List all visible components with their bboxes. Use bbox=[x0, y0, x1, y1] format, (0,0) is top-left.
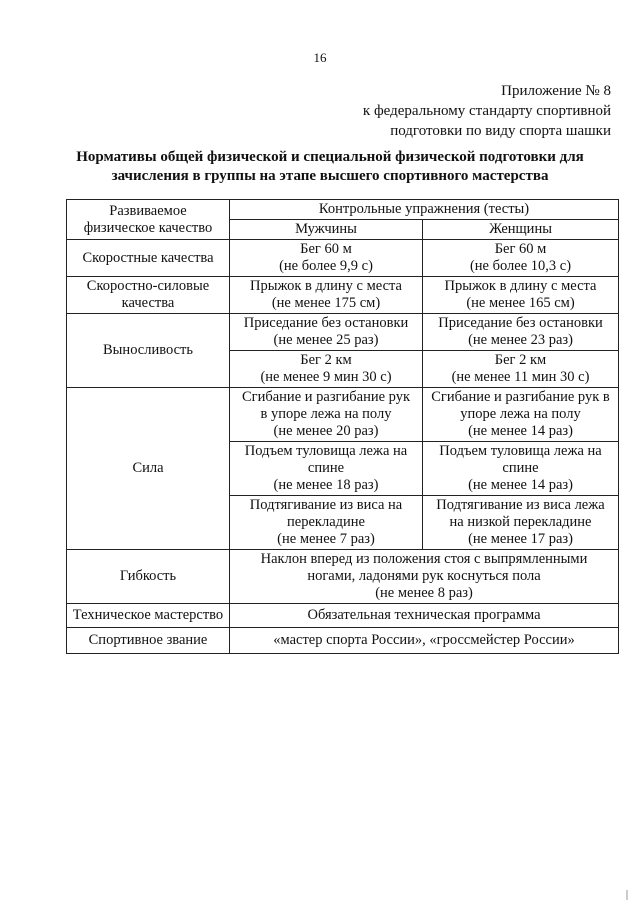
cell-text: (не менее 165 см) bbox=[466, 295, 575, 311]
cell-text: Приседание без остановки bbox=[243, 315, 409, 331]
cell-text: упоре лежа на полу bbox=[460, 406, 581, 422]
cell-text: спине bbox=[307, 460, 345, 476]
cell-women bbox=[423, 442, 619, 496]
table-row bbox=[67, 240, 619, 277]
appendix-line: к федеральному стандарту спортивной bbox=[362, 103, 611, 119]
cell-text: (не менее 14 раз) bbox=[468, 423, 573, 439]
cell-both: «мастер спорта России», «гроссмейстер России» bbox=[230, 628, 619, 654]
cell-text: ногами, ладонями рук коснуться пола bbox=[307, 568, 541, 584]
table-row bbox=[67, 628, 619, 654]
cell-both: Обязательная техническая программа bbox=[230, 604, 619, 628]
cell-men bbox=[230, 442, 423, 496]
title-line: зачисления в группы на этапе высшего спортивного мастерства bbox=[111, 168, 549, 184]
label-text: Скоростно-силовые bbox=[86, 278, 210, 294]
cell-text: на низкой перекладине bbox=[449, 514, 592, 530]
row-label: Выносливость bbox=[67, 314, 230, 388]
cell-text: Подтягивание из виса лежа bbox=[436, 497, 605, 513]
header-text: Развиваемое bbox=[109, 202, 187, 219]
table-row bbox=[67, 388, 619, 442]
cell-text: в упоре лежа на полу bbox=[260, 406, 392, 422]
cell-women bbox=[423, 277, 619, 314]
table-header-row bbox=[67, 200, 619, 220]
table-row bbox=[67, 604, 619, 628]
cell-text: (не менее 11 мин 30 с) bbox=[451, 369, 590, 385]
cell-text: (не более 9,9 с) bbox=[279, 258, 373, 274]
row-label: Спортивное звание bbox=[67, 628, 230, 654]
header-quality bbox=[67, 200, 230, 240]
cell-text: Бег 2 км bbox=[300, 352, 352, 368]
cell-text: Бег 60 м bbox=[300, 241, 352, 257]
appendix-line: Приложение № 8 bbox=[501, 83, 611, 99]
row-label: Гибкость bbox=[67, 550, 230, 604]
appendix-line: подготовки по виду спорта шашки bbox=[390, 123, 611, 139]
row-label: Техническое мастерство bbox=[67, 604, 230, 628]
cell-text: Подъем туловища лежа на bbox=[439, 443, 602, 459]
table-row bbox=[67, 277, 619, 314]
cell-text: Сгибание и разгибание рук bbox=[241, 389, 411, 405]
cell-text: Бег 60 м bbox=[494, 241, 547, 257]
cell-text: (не менее 14 раз) bbox=[468, 477, 573, 493]
cell-text: Наклон вперед из положения стоя с выпрямленными bbox=[260, 551, 588, 567]
cell-men bbox=[230, 240, 423, 277]
cell-text: Подтягивание из виса на bbox=[249, 497, 403, 513]
cell-text: перекладине bbox=[287, 514, 365, 530]
cell-text: (не менее 17 раз) bbox=[468, 531, 573, 547]
scan-artifact bbox=[626, 890, 628, 900]
cell-text: Подъем туловища лежа на bbox=[244, 443, 408, 459]
header-tests: Контрольные упражнения (тесты) bbox=[230, 200, 619, 220]
cell-text: (не менее 9 мин 30 с) bbox=[260, 369, 392, 385]
cell-text: (не менее 25 раз) bbox=[273, 332, 379, 348]
cell-men bbox=[230, 277, 423, 314]
header-text: физическое качество bbox=[83, 219, 213, 236]
cell-text: (не менее 175 см) bbox=[271, 295, 381, 311]
standards-table bbox=[66, 199, 619, 654]
table-row bbox=[67, 314, 619, 351]
table-row bbox=[67, 550, 619, 604]
cell-men bbox=[230, 388, 423, 442]
appendix-reference bbox=[363, 81, 611, 141]
cell-text: Прыжок в длину с места bbox=[250, 278, 402, 294]
cell-women bbox=[423, 496, 619, 550]
header-men: Мужчины bbox=[230, 220, 423, 240]
cell-women bbox=[423, 314, 619, 351]
cell-text: Бег 2 км bbox=[494, 352, 547, 368]
cell-women bbox=[423, 240, 619, 277]
row-label: Скоростные качества bbox=[67, 240, 230, 277]
header-women: Женщины bbox=[423, 220, 619, 240]
cell-text: спине bbox=[502, 460, 539, 476]
cell-both bbox=[230, 550, 619, 604]
title-line: Нормативы общей физической и специальной физической подготовки для bbox=[76, 149, 584, 165]
document-title bbox=[40, 148, 620, 186]
cell-text: Прыжок в длину с места bbox=[444, 278, 597, 294]
cell-men bbox=[230, 496, 423, 550]
cell-text: Приседание без остановки bbox=[438, 315, 603, 331]
label-text: качества bbox=[121, 295, 175, 311]
cell-text: (не более 10,3 с) bbox=[469, 258, 572, 274]
cell-men bbox=[230, 314, 423, 351]
cell-text: (не менее 20 раз) bbox=[273, 423, 379, 439]
page-number: 16 bbox=[313, 50, 327, 65]
row-label: Сила bbox=[67, 388, 230, 550]
cell-men bbox=[230, 351, 423, 388]
cell-text: (не менее 8 раз) bbox=[375, 585, 473, 601]
cell-text: Сгибание и разгибание рук в bbox=[431, 389, 610, 405]
row-label bbox=[67, 277, 230, 314]
cell-women bbox=[423, 351, 619, 388]
cell-text: (не менее 23 раз) bbox=[468, 332, 573, 348]
cell-text: (не менее 18 раз) bbox=[273, 477, 379, 493]
cell-text: (не менее 7 раз) bbox=[277, 531, 375, 547]
cell-women bbox=[423, 388, 619, 442]
